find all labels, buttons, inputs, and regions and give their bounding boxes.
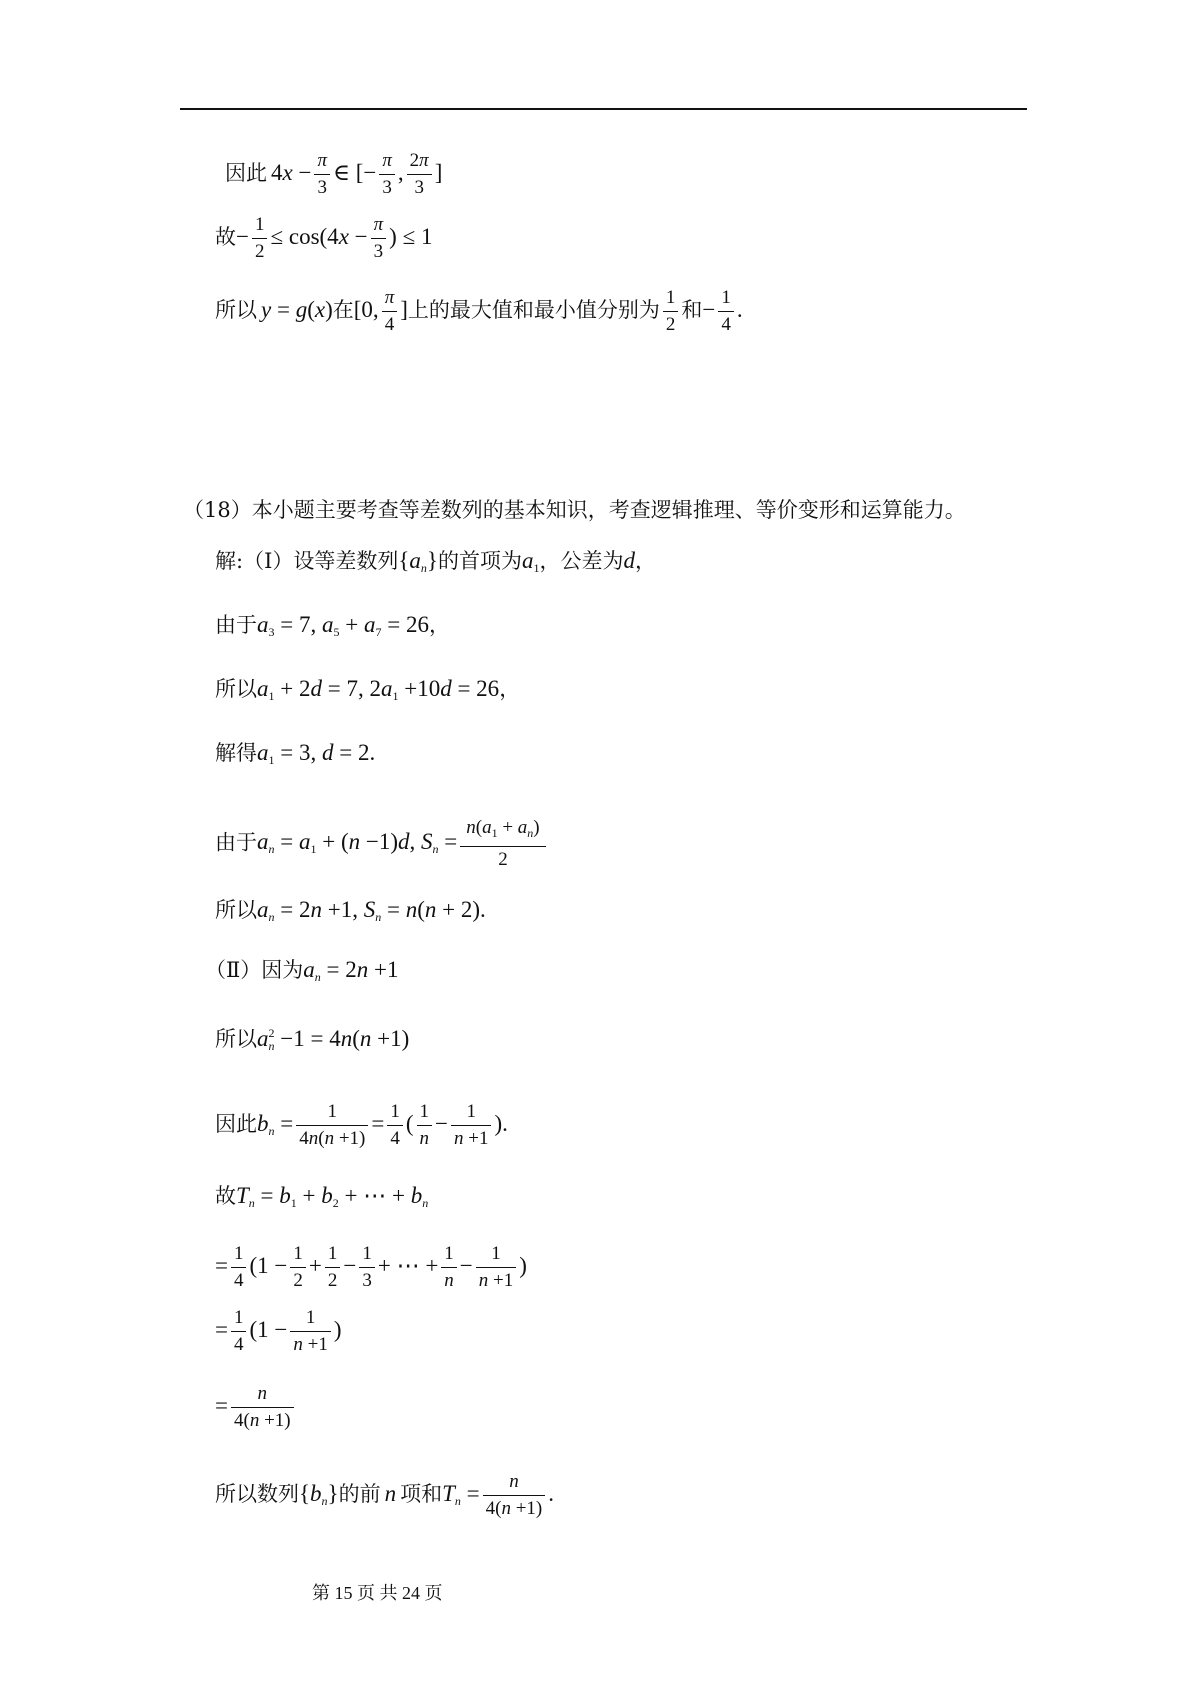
line-system: 所以$a_1 + 2d = 7$, $2a_1 +10d = 26$， bbox=[215, 676, 521, 703]
page-footer: 第 15 页 共 24 页 bbox=[312, 1583, 443, 1603]
line-cos-bound: 故− $\frac{1}{2}$ ≤ cos(4x − $\frac{\pi}{3}$ ) ≤ 1 bbox=[215, 214, 433, 262]
line-an-sn: 所以$a_n = 2n +1$, $S_n = n(n + 2)$. bbox=[215, 897, 486, 924]
problem-18-heading: （18）本小题主要考查等差数列的基本知识，考查逻辑推理、等价变形和运算能力。 bbox=[183, 498, 966, 522]
line-tn-def: 故$T_n = b_1 + b_2$ + ⋯ + $b_n$ bbox=[215, 1183, 429, 1210]
header-rule bbox=[180, 108, 1027, 110]
line-max-min: 所以 y = g(x)在[0, $\frac{\pi}{4}$ ]上的最大值和最小值分别为 $\frac{1}{2}$ 和− $\frac{1}{4}$ . bbox=[215, 287, 743, 335]
line-tn-step3: = $\frac{n}{4(n +1)}$ bbox=[215, 1383, 297, 1432]
line-setup: 解:（Ⅰ）设等差数列$\{a_n\}$的首项为$a_1$，公差为d， bbox=[215, 548, 656, 575]
line-tn-step1: = $\frac{1}{4}$ (1 − $\frac{1}{2}$ + $\frac{1}{2}$ − $\frac{1}{3}$ + ⋯ + $\frac{1}{n}$ − $\frac{1}{n +1}$ ) bbox=[215, 1243, 527, 1291]
line-given: 由于$a_3 = 7$, $a_5 + a_7 = 26$， bbox=[215, 612, 450, 639]
line-interval: 因此 4x − $\frac{\pi}{3}$ ∈ [− $\frac{\pi}{3}$ , $\frac{2\pi}{3}$ ] bbox=[225, 150, 443, 198]
line-tn-step2: = $\frac{1}{4}$ (1 − $\frac{1}{n +1}$ ) bbox=[215, 1307, 342, 1355]
line-solved: 解得$a_1 = 3$, d = 2. bbox=[215, 740, 376, 767]
line-part2: （Ⅱ）因为$a_n = 2n +1$ bbox=[205, 957, 399, 984]
line-formulas: 由于$a_n = a_1 + (n -1)d$, $S_n$ = $\frac{n(a_1 + a_n)}{2}$ bbox=[215, 817, 549, 871]
line-an-squared: 所以$a^2_n -1 = 4n(n +1)$ bbox=[215, 1026, 410, 1053]
line-bn: 因此$b_n$ = $\frac{1}{4n(n +1)}$ = $\frac{1}{4}$ ( $\frac{1}{n}$ − $\frac{1}{n +1}$ ). bbox=[215, 1101, 508, 1149]
line-conclusion: 所以数列$\{b_n\}$的前 n 项和$T_n$ = $\frac{n}{4(n +1)}$ . bbox=[215, 1471, 554, 1519]
